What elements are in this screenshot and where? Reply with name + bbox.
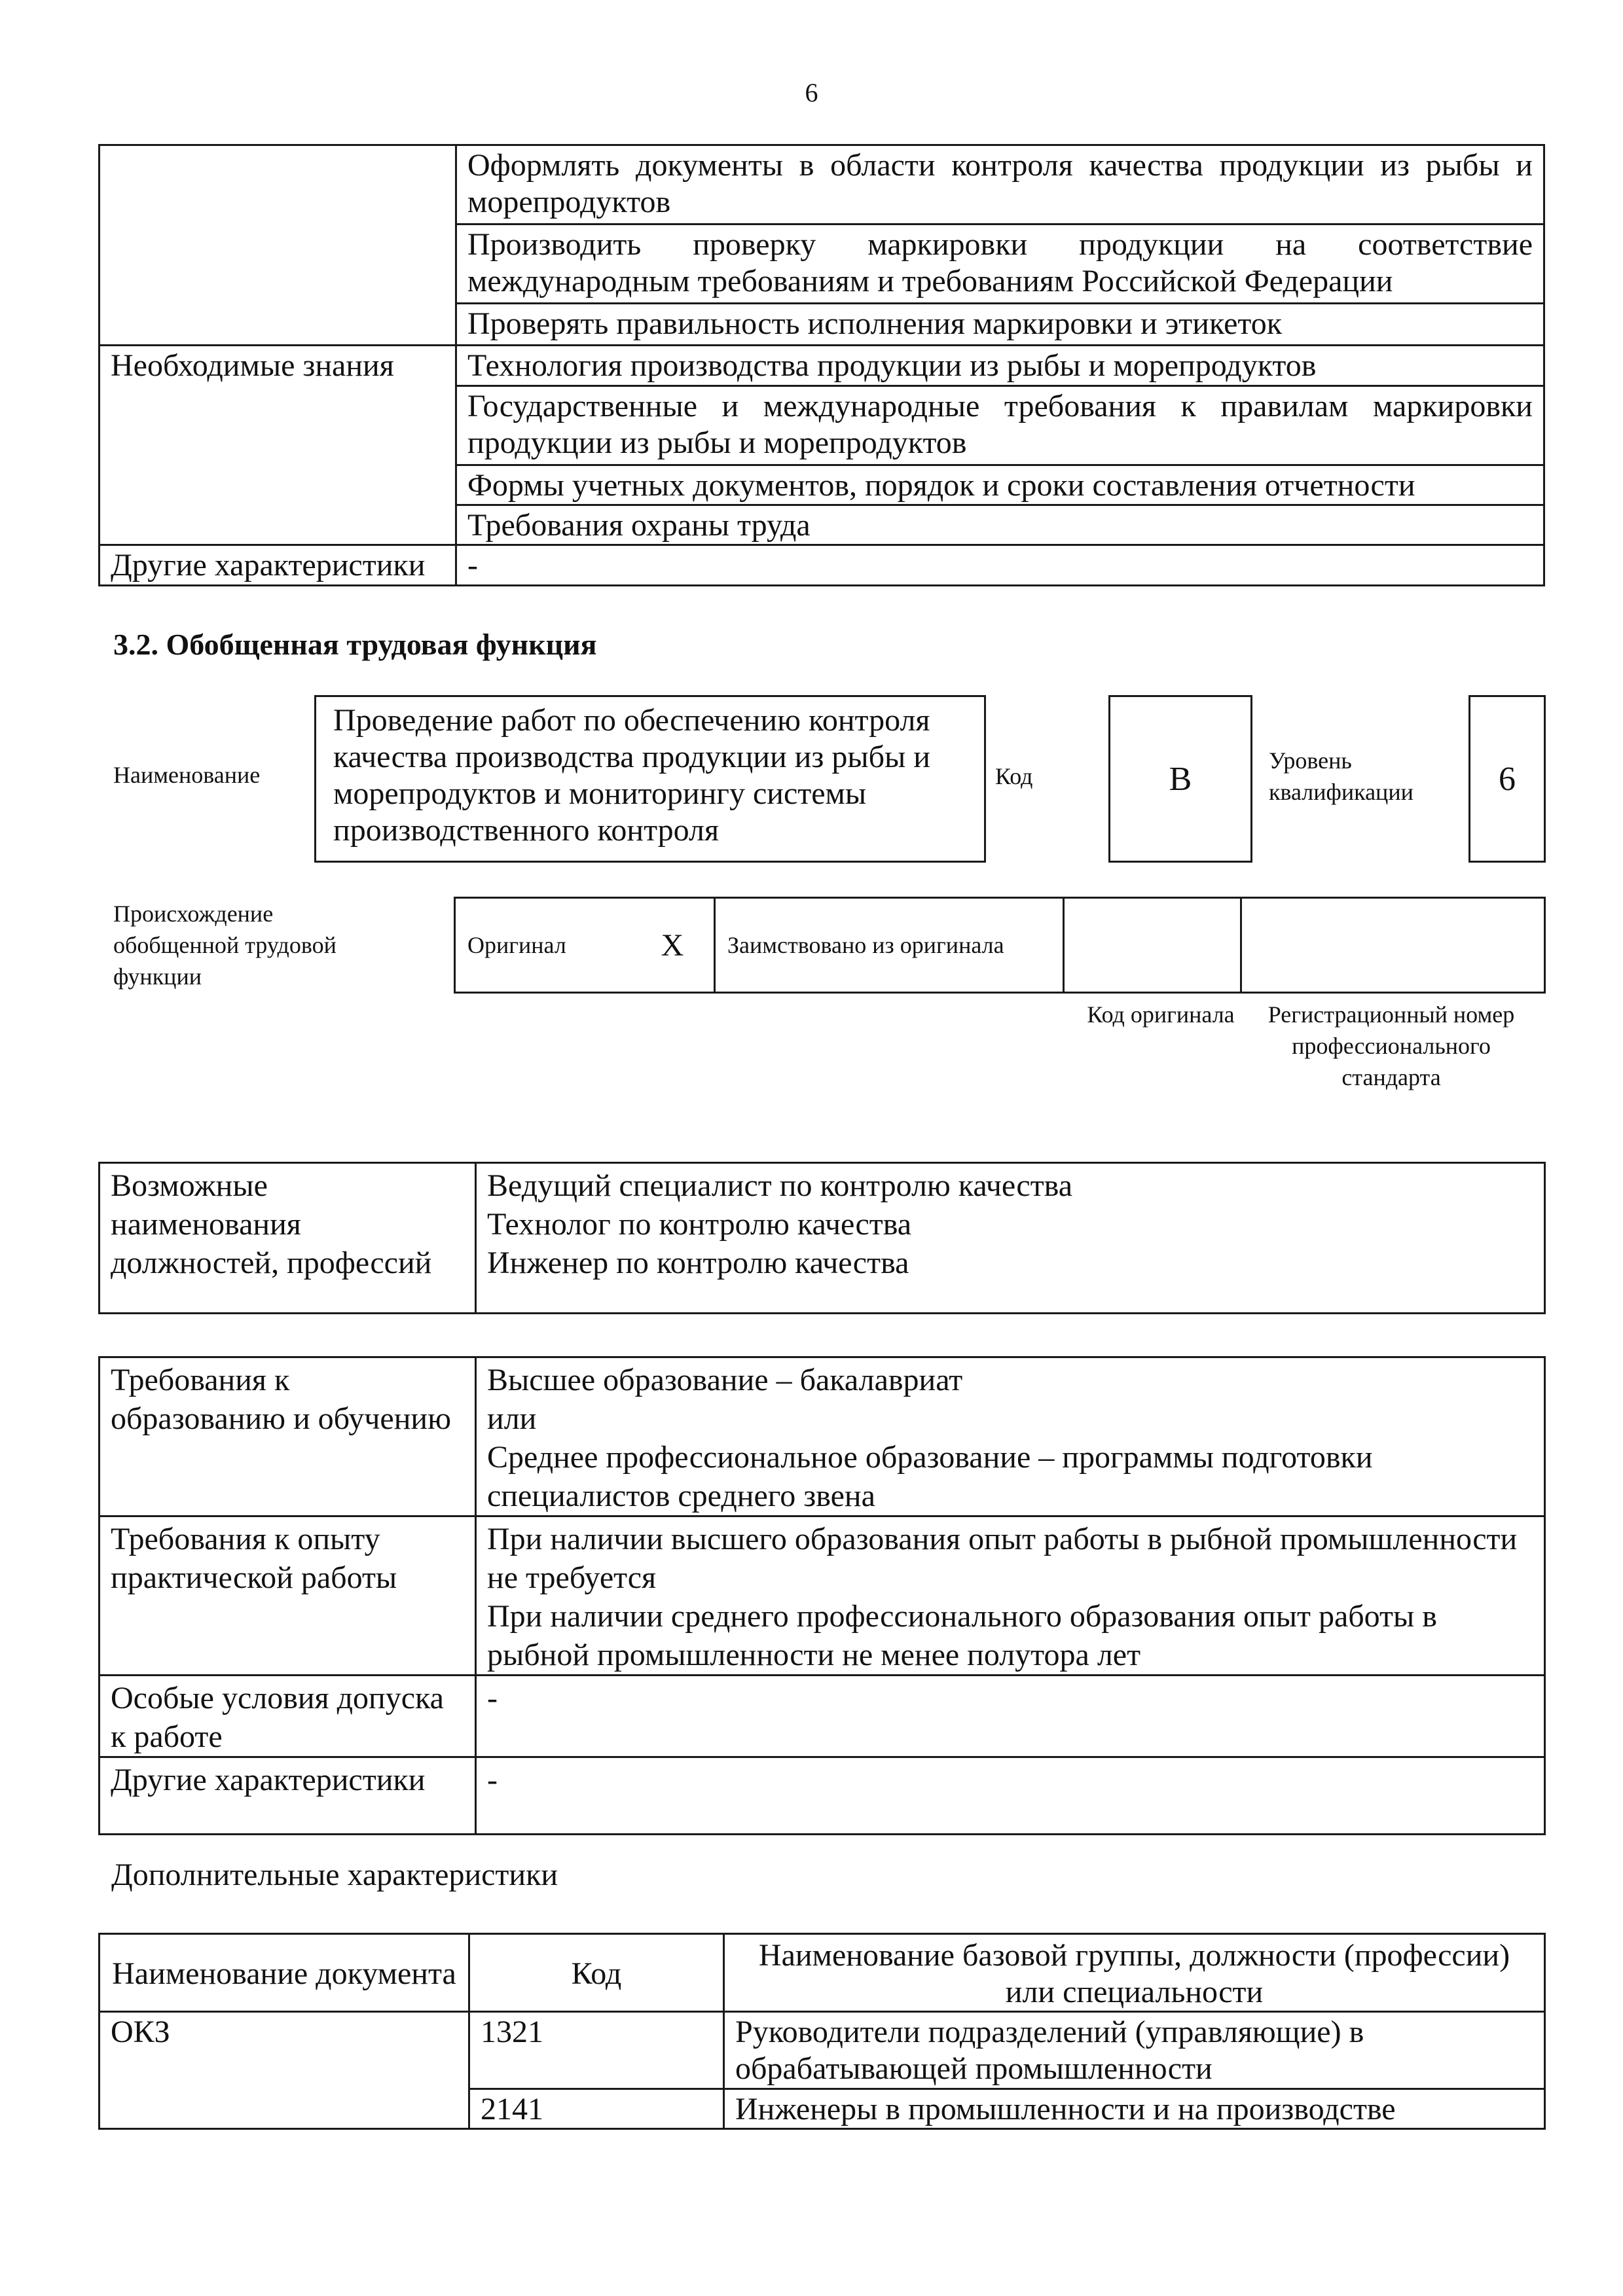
knowledge-item: Требования охраны труда bbox=[456, 505, 1544, 545]
experience-item: При наличии среднего профессионального образования опыт работы в рыбной промышленности не менее полутора лет bbox=[487, 1599, 1437, 1672]
row-code: 2141 bbox=[469, 2089, 724, 2129]
req-other-label: Другие характеристики bbox=[100, 1757, 476, 1835]
origin-table bbox=[454, 897, 1546, 994]
requirements-table bbox=[98, 1356, 1546, 1835]
additional-table bbox=[98, 1933, 1546, 2130]
skill-item: Производить проверку маркировки продукции на соответствие международным требованиям и требованиям Российской Федерации bbox=[456, 224, 1544, 304]
knowledge-item: Технология производства продукции из рыбы и морепродуктов bbox=[456, 346, 1544, 386]
special-conditions-label: Особые условия допуска к работе bbox=[100, 1676, 476, 1757]
position-item: Инженер по контролю качества bbox=[487, 1246, 909, 1280]
education-label: Требования к образованию и обучению bbox=[100, 1357, 476, 1516]
section-heading: 3.2. Обобщенная трудовая функция bbox=[113, 628, 597, 661]
knowledge-item: Формы учетных документов, порядок и сроки составления отчетности bbox=[456, 465, 1544, 505]
skills-knowledge-table bbox=[98, 144, 1545, 586]
knowledge-label: Необходимые знания bbox=[100, 346, 456, 545]
positions-table bbox=[98, 1162, 1546, 1314]
skills-label-cell bbox=[100, 145, 456, 346]
header-doc-name: Наименование документа bbox=[100, 1934, 469, 2012]
function-name-value: Проведение работ по обеспечению контроля качества производства продукции из рыбы и морепродуктов и мониторингу системы производственного контроля bbox=[333, 703, 930, 848]
additional-title: Дополнительные характеристики bbox=[111, 1857, 558, 1892]
code-value: B bbox=[1169, 760, 1192, 798]
code-box bbox=[1108, 695, 1252, 863]
original-label: Оригинал bbox=[455, 898, 632, 993]
row-group-name: Инженеры в промышленности и на производстве bbox=[724, 2089, 1545, 2129]
education-item: Среднее профессиональное образование – программы подготовки специалистов среднего звена bbox=[487, 1440, 1373, 1513]
education-list bbox=[476, 1357, 1545, 1516]
position-item: Технолог по контролю качества bbox=[487, 1207, 912, 1242]
positions-list bbox=[476, 1163, 1545, 1314]
reg-number-cell bbox=[1241, 898, 1545, 993]
education-item: Высшее образование – бакалавриат bbox=[487, 1363, 963, 1397]
skill-item: Оформлять документы в области контроля качества продукции из рыбы и морепродуктов bbox=[456, 145, 1544, 224]
skill-item: Проверять правильность исполнения маркировки и этикеток bbox=[456, 304, 1544, 346]
other-characteristics-value: - bbox=[456, 545, 1544, 586]
code-original-caption: Код оригинала bbox=[1087, 1001, 1235, 1028]
code-original-cell bbox=[1064, 898, 1241, 993]
position-item: Ведущий специалист по контролю качества bbox=[487, 1168, 1072, 1203]
level-box bbox=[1468, 695, 1546, 863]
other-characteristics-label: Другие характеристики bbox=[100, 545, 456, 586]
borrowed-label: Заимствовано из оригинала bbox=[715, 898, 1064, 993]
education-item: или bbox=[487, 1401, 537, 1436]
positions-label: Возможные наименования должностей, профессий bbox=[100, 1163, 476, 1314]
level-value: 6 bbox=[1499, 760, 1516, 798]
original-mark: X bbox=[631, 898, 715, 993]
row-group-name: Руководители подразделений (управляющие) в обрабатывающей промышленности bbox=[724, 2012, 1545, 2089]
experience-list bbox=[476, 1516, 1545, 1676]
doc-name-cell: ОКЗ bbox=[100, 2012, 469, 2129]
special-conditions-value: - bbox=[476, 1676, 1545, 1757]
level-label: Уровень квалификации bbox=[1269, 747, 1413, 805]
experience-label: Требования к опыту практической работы bbox=[100, 1516, 476, 1676]
experience-item: При наличии высшего образования опыт работы в рыбной промышленности не требуется bbox=[487, 1522, 1518, 1595]
name-label: Наименование bbox=[113, 762, 261, 788]
row-code: 1321 bbox=[469, 2012, 724, 2089]
knowledge-item: Государственные и международные требования к правилам маркировки продукции из рыбы и морепродуктов bbox=[456, 386, 1544, 465]
req-other-value: - bbox=[476, 1757, 1545, 1835]
header-group-name: Наименование базовой группы, должности (профессии) или специальности bbox=[724, 1934, 1545, 2012]
page-number: 6 bbox=[805, 78, 818, 107]
origin-label: Происхождение обобщенной трудовой функции bbox=[113, 901, 337, 990]
code-label: Код bbox=[995, 763, 1033, 789]
function-name-box bbox=[314, 695, 986, 863]
header-code: Код bbox=[469, 1934, 724, 2012]
reg-number-caption: Регистрационный номер профессионального стандарта bbox=[1267, 1001, 1515, 1090]
